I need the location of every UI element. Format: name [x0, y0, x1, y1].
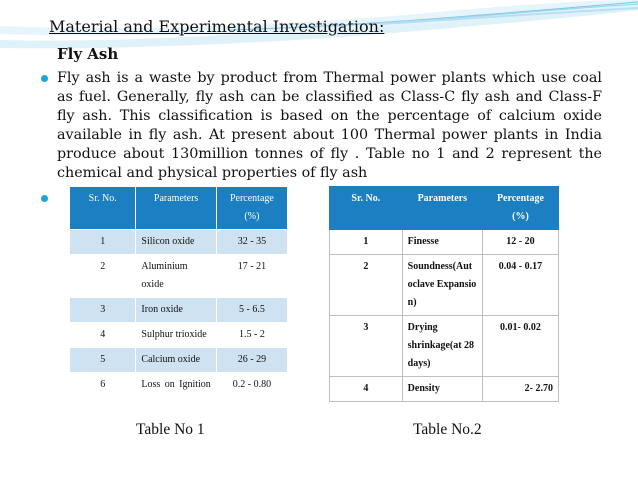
table-row	[70, 373, 288, 398]
table-row	[330, 316, 559, 377]
table-row	[330, 230, 559, 255]
table1-caption: Table No 1	[136, 421, 205, 438]
bullet-icon	[41, 75, 48, 82]
cell-percentage: 0.2 - 0.80	[216, 373, 287, 398]
table-header-row	[330, 187, 559, 230]
bullet-icon	[41, 195, 48, 202]
cell-parameter: Silicon oxide	[136, 230, 216, 255]
body-paragraph: Fly ash is a waste by product from Thermal power plants which use coal as fuel. Generally, fly ash can be classified as Class-C fly ash and Class-F fly ash. This classification is based on the percentage of calcium oxide available in fly ash. At present about 100 Thermal power plants in India produce about 130million tonnes of fly . Table no 1 and 2 represent the chemical and physical properties of fly ash	[57, 70, 602, 181]
header-parameters: Parameters	[402, 187, 482, 230]
cell-percentage: 0.04 - 0.17	[482, 255, 558, 316]
table-physical-properties	[329, 186, 559, 402]
header-parameters: Parameters	[136, 187, 216, 230]
cell-sr-no: 2	[330, 255, 403, 316]
table-row	[70, 298, 288, 323]
cell-sr-no: 4	[70, 323, 136, 348]
cell-percentage: 1.5 - 2	[216, 323, 287, 348]
cell-sr-no: 4	[330, 377, 403, 402]
header-percentage: Percentage (%)	[216, 187, 287, 230]
table-row	[70, 255, 288, 298]
table-row	[70, 230, 288, 255]
cell-percentage: 32 - 35	[216, 230, 287, 255]
cell-percentage: 26 - 29	[216, 348, 287, 373]
cell-parameter: Finesse	[402, 230, 482, 255]
cell-parameter: Calcium oxide	[136, 348, 216, 373]
table2-caption: Table No.2	[413, 421, 482, 438]
section-subtitle: Fly Ash	[57, 45, 119, 63]
cell-parameter: Drying shrinkage(at 28 days)	[402, 316, 482, 377]
table-header-row	[70, 187, 288, 230]
cell-sr-no: 6	[70, 373, 136, 398]
page-title: Material and Experimental Investigation:	[49, 17, 385, 36]
table-row	[330, 377, 559, 402]
cell-percentage: 0.01- 0.02	[482, 316, 558, 377]
header-sr-no: Sr. No.	[70, 187, 136, 230]
cell-parameter: Sulphur trioxide	[136, 323, 216, 348]
table-row	[70, 348, 288, 373]
cell-percentage: 2- 2.70	[482, 377, 558, 402]
cell-percentage: 17 - 21	[216, 255, 287, 298]
cell-parameter: Loss on Ignition	[136, 373, 216, 398]
cell-parameter: Iron oxide	[136, 298, 216, 323]
cell-sr-no: 3	[70, 298, 136, 323]
header-sr-no: Sr. No.	[330, 187, 403, 230]
header-percentage: Percentage (%)	[482, 187, 558, 230]
table-row	[330, 255, 559, 316]
cell-parameter: Density	[402, 377, 482, 402]
cell-percentage: 5 - 6.5	[216, 298, 287, 323]
cell-sr-no: 3	[330, 316, 403, 377]
cell-percentage: 12 - 20	[482, 230, 558, 255]
cell-sr-no: 2	[70, 255, 136, 298]
cell-parameter: Aluminium oxide	[136, 255, 216, 298]
cell-sr-no: 5	[70, 348, 136, 373]
table-chemical-properties	[69, 186, 288, 398]
cell-sr-no: 1	[330, 230, 403, 255]
table-row	[70, 323, 288, 348]
cell-sr-no: 1	[70, 230, 136, 255]
cell-parameter: Soundness(Autoclave Expansion)	[402, 255, 482, 316]
